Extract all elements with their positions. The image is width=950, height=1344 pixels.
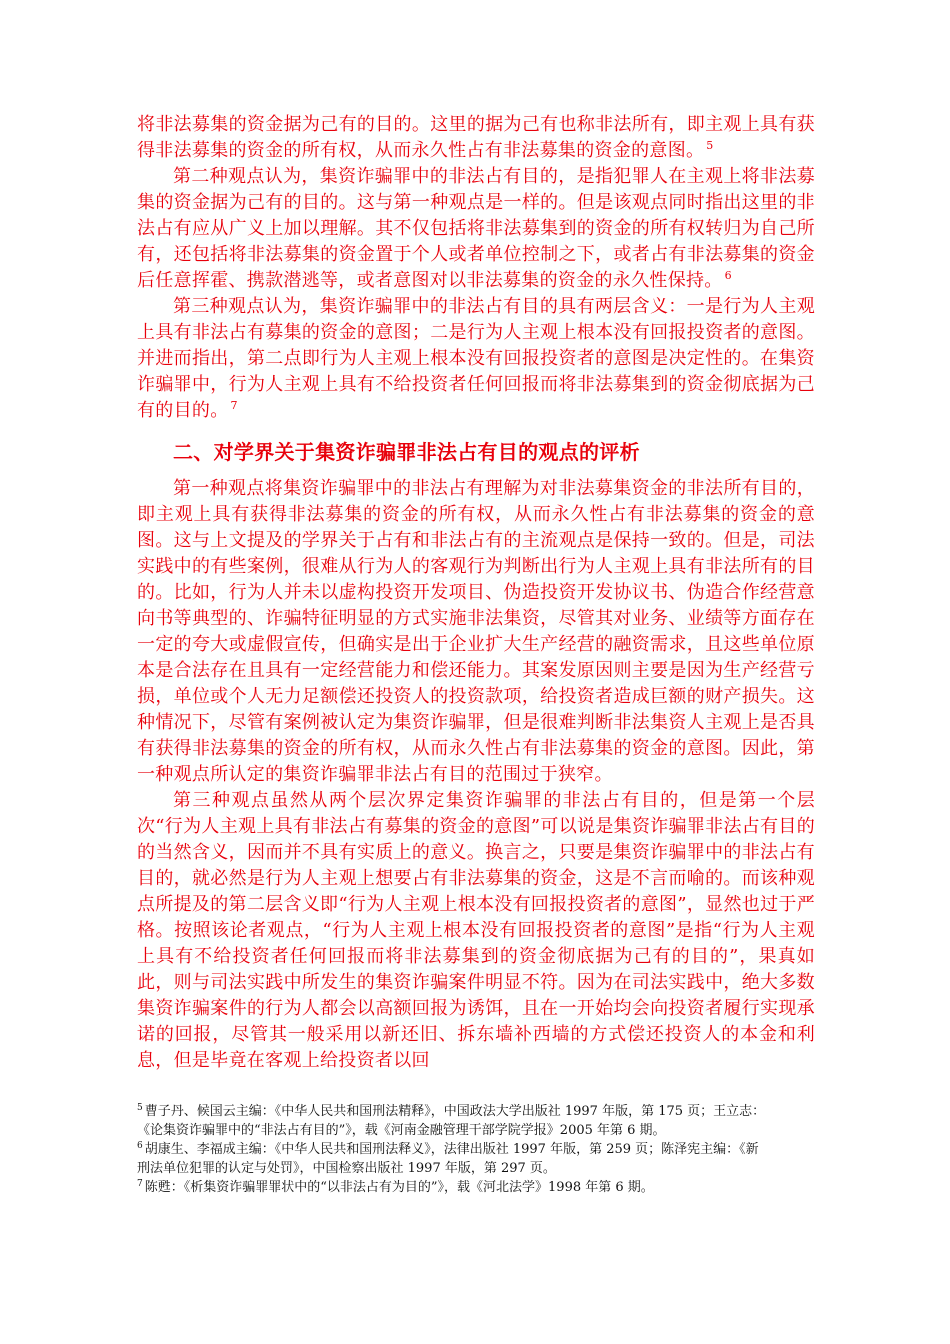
paragraph: 将非法募集的资金据为己有的目的。这里的据为己有也称非法所有，即主观上具有获得非法募集的资金的所有权，从而永久性占有非法募集的资金的意图。 $^5$: [137, 114, 815, 161]
footnote: $^7$ 陈甦：《析集资诈骗罪罪状中的“以非法占有为目的”》，载《河北法学》1998 年第 6 期。: [137, 1178, 654, 1195]
section-heading: 二、对学界关于集资诈骗罪非法占有目的观点的评析: [173, 440, 640, 464]
footnote-reference[interactable]: 5: [706, 139, 714, 152]
footnote-continuation: 《论集资诈骗罪中的“非法占有目的”》，载《河南金融管理干部学院学报》2005 年第 6 期。: [137, 1123, 666, 1138]
body-text: [137, 112, 815, 1074]
footnote-mark: 5: [137, 1102, 143, 1113]
footnote: $^5$ 曹子丹、候国云主编：《中华人民共和国刑法精释》，中国政法大学出版社 1997 年版，第 175 页；王立志：: [137, 1102, 766, 1119]
footnotes: [137, 1102, 837, 1197]
footnote-mark: 7: [137, 1178, 143, 1189]
footnote-mark: 6: [137, 1140, 143, 1151]
paragraph: 第二种观点认为，集资诈骗罪中的非法占有目的，是指犯罪人在主观上将非法募集的资金据为己有的目的。这与第一种观点是一样的。但是该观点同时指出这里的非法占有应从广义上加以理解。其不仅包括将非法募集到的资金的所有权转归为自己所有，还包括将非法募集的资金置于个人或者单位控制之下，或者占有非法募集的资金后任意挥霍、携款潜逃等，或者意图对以非法募集的资金的永久性保持。 $^6$: [137, 166, 815, 291]
footnote-continuation: 刑法单位犯罪的认定与处罚》，中国检察出版社 1997 年版，第 297 页。: [137, 1161, 556, 1176]
footnote: $^6$ 胡康生、李福成主编：《中华人民共和国刑法释义》，法律出版社 1997 年版，第 259 页；陈泽宪主编：《新: [137, 1140, 759, 1157]
footnote-reference[interactable]: 6: [724, 269, 732, 282]
paragraph: 第三种观点认为，集资诈骗罪中的非法占有目的具有两层含义：一是行为人主观上具有非法占有募集的资金的意图；二是行为人主观上根本没有回报投资者的意图。并进而指出，第二点即行为人主观上根本没有回报投资者的意图是决定性的。在集资诈骗罪中，行为人主观上具有不给投资者任何回报而将非法募集到的资金彻底据为己有的目的。 $^7$: [137, 296, 815, 421]
paragraph: 第三种观点虽然从两个层次界定集资诈骗罪的非法占有目的，但是第一个层次“行为人主观上具有非法占有募集的资金的意图”可以说是集资诈骗罪非法占有目的的当然含义，因而并不具有实质上的意义。换言之，只要是集资诈骗罪中的非法占有目的，就必然是行为人主观上想要占有非法募集的资金，这是不言而喻的。而该种观点所提及的第二层含义即“行为人主观上根本没有回报投资者的意图”，显然也过于严格。按照该论者观点，“行为人主观上根本没有回报投资者的意图”是指“行为人主观上具有不给投资者任何回报而将非法募集到的资金彻底据为己有的目的”，果真如此，则与司法实践中所发生的集资诈骗案件明显不符。因为在司法实践中，绝大多数集资诈骗案件的行为人都会以高额回报为诱饵，且在一开始均会向投资者履行实现承诺的回报，尽管其一般采用以新还旧、拆东墙补西墙的方式偿还投资人的本金和利息，但是毕竟在客观上给投资者以回: [137, 790, 815, 1071]
footnote-reference[interactable]: 7: [230, 399, 238, 412]
paragraph: 第一种观点将集资诈骗罪中的非法占有理解为对非法募集资金的非法所有目的，即主观上具有获得非法募集的资金的所有权，从而永久性占有非法募集的资金的意图。这与上文提及的学界关于占有和非法占有的主流观点是保持一致的。但是，司法实践中的有些案例，很难从行为人的客观行为判断出行为人主观上具有非法所有的目的。比如，行为人并未以虚构投资开发项目、伪造投资开发协议书、伪造合作经营意向书等典型的、诈骗特征明显的方式实施非法集资，尽管其对业务、业绩等方面存在一定的夸大或虚假宣传，但确实是出于企业扩大生产经营的融资需求，且这些单位原本是合法存在且具有一定经营能力和偿还能力。其案发原因则主要是因为生产经营亏损，单位或个人无力足额偿还投资人的投资款项，给投资者造成巨额的财产损失。这种情况下，尽管有案例被认定为集资诈骗罪，但是很难判断非法集资人主观上是否具有获得非法募集的资金的所有权，从而永久性占有非法募集的资金的意图。因此，第一种观点所认定的集资诈骗罪非法占有目的范围过于狭窄。: [137, 478, 815, 785]
